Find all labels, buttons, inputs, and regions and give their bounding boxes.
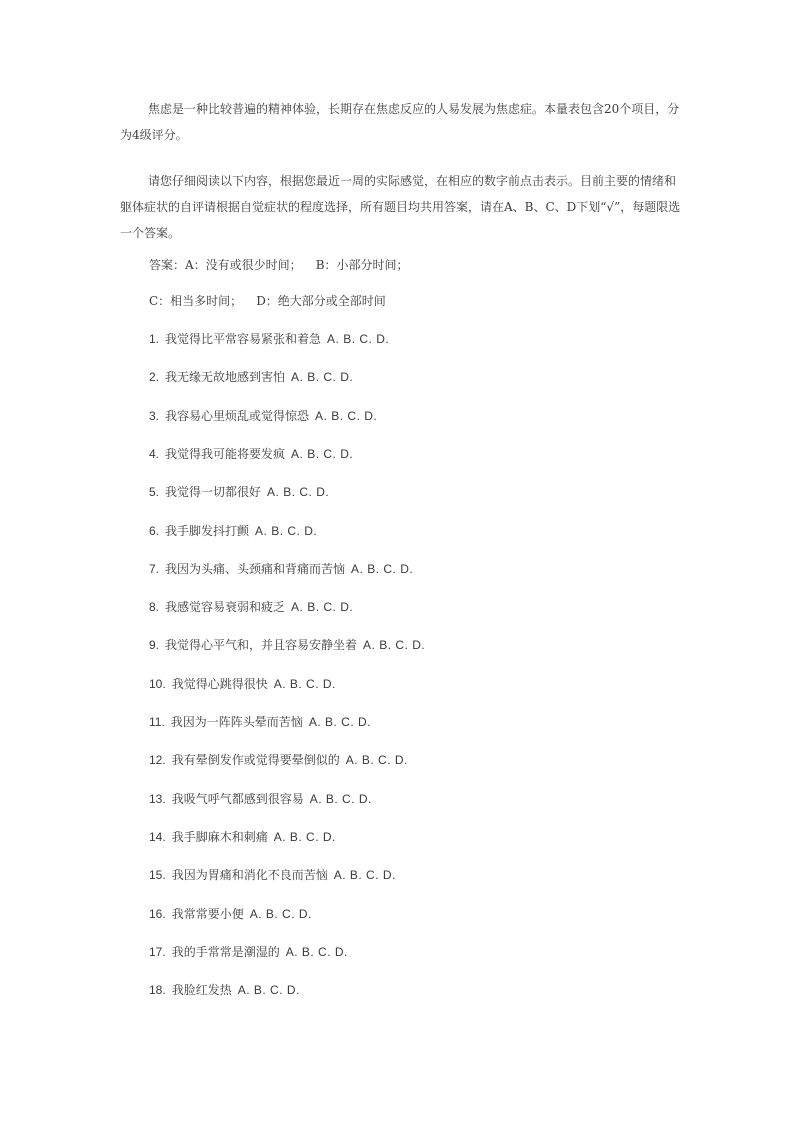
question-item [149,523,317,539]
question-number: 17. [149,944,166,959]
question-options: A. B. C. D. [308,715,371,729]
question-number: 9. [149,638,160,653]
question-number: 11. [149,715,165,729]
question-number: 4. [149,446,160,461]
question-item [149,446,353,462]
question-number: 10. [149,676,166,691]
question-item [149,331,389,347]
question-item [149,676,336,692]
question-options: A. B. C. D. [351,561,414,576]
question-number: 5. [149,485,160,500]
question-item [149,906,312,922]
question-item [149,752,408,768]
question-text: 我觉得心平气和，并且容易安静坐着 [165,638,358,653]
question-item [149,714,371,730]
question-text: 我觉得一切都很好 [165,485,262,500]
question-text: 我常常要小便 [171,906,244,921]
question-options: A. B. C. D. [345,753,408,768]
question-text: 我手脚麻木和刺痛 [171,829,268,844]
question-text: 我因为头痛、头颈痛和背痛而苦恼 [165,561,346,576]
question-options: A. B. C. D. [363,638,426,653]
question-options: A. B. C. D. [327,332,390,346]
question-options: A. B. C. D. [291,600,354,615]
answer-option-a: A：没有或很少时间； [185,258,302,272]
question-text: 我有晕倒发作或觉得要晕倒似的 [171,753,340,768]
question-number: 3. [149,408,160,423]
question-options: A. B. C. D. [315,408,378,423]
question-item [149,867,396,883]
question-text: 我无缘无故地感到害怕 [165,370,286,385]
question-item [149,599,353,615]
question-options: A. B. C. D. [273,676,336,691]
question-text: 我感觉容易衰弱和疲乏 [165,600,286,615]
question-item [149,369,353,385]
question-options: A. B. C. D. [291,370,354,385]
question-text: 我觉得比平常容易紧张和着急 [165,332,322,346]
question-number: 1. [149,332,160,346]
question-text: 我容易心里烦乱或觉得惊恐 [165,408,310,423]
question-options: A. B. C. D. [267,485,330,500]
answer-option-b: B：小部分时间； [315,258,409,272]
question-number: 16. [149,906,166,921]
question-number: 15. [149,868,166,883]
question-item [149,944,348,960]
question-options: A. B. C. D. [291,446,354,461]
question-options: A. B. C. D. [333,868,396,883]
question-text: 我觉得心跳得很快 [171,676,268,691]
question-options: A. B. C. D. [309,791,372,806]
question-number: 18. [149,983,166,998]
question-item [149,484,329,500]
answer-key-prefix: 答案： [149,258,186,272]
question-number: 8. [149,600,160,615]
question-item [149,561,413,577]
question-text: 我脸红发热 [171,983,232,998]
question-options: A. B. C. D. [285,944,348,959]
answer-option-c: C：相当多时间； [149,294,243,308]
intro-paragraph-1: 焦虑是一种比较普遍的精神体验，长期存在焦虑反应的人易发展为焦虑症。本量表包含20个项目，分为4级评分。 [120,102,680,142]
question-number: 13. [149,791,166,806]
question-options: A. B. C. D. [273,829,336,844]
question-number: 2. [149,370,160,385]
question-item [149,982,300,998]
question-number: 12. [149,753,166,768]
question-options: A. B. C. D. [249,906,312,921]
question-item [149,791,372,807]
question-number: 6. [149,523,160,538]
question-item [149,408,377,424]
answer-option-d: D：绝大部分或全部时间 [256,294,386,308]
question-number: 14. [149,829,166,844]
question-number: 7. [149,561,160,576]
question-text: 我觉得我可能将要发疯 [165,446,286,461]
question-text: 我的手常常是潮湿的 [171,944,280,959]
question-text: 我手脚发抖打颤 [165,523,250,538]
question-text: 我因为胃痛和消化不良而苦恼 [171,868,328,883]
question-options: A. B. C. D. [237,983,300,998]
question-item [149,829,336,845]
question-options: A. B. C. D. [255,523,318,538]
question-item [149,637,425,653]
question-text: 我因为一阵阵头晕而苦恼 [170,715,303,729]
intro-paragraph-2: 请您仔细阅读以下内容，根据您最近一周的实际感觉，在相应的数字前点击表示。目前主要的情绪和躯体症状的自评请根据自觉症状的程度选择，所有题目均共用答案，请在A、B、C、D下划“√”，每题限选一个答案。 [120,174,681,240]
question-text: 我吸气呼气都感到很容易 [171,791,304,806]
